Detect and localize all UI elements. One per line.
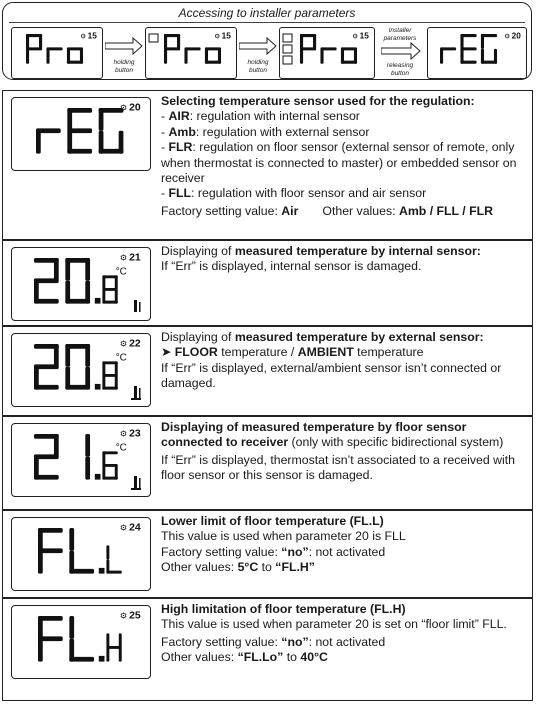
lcd-segment: [102, 464, 117, 467]
lcd-segment: [34, 457, 39, 480]
lcd-indicator-bar: [283, 34, 292, 42]
floor-rest: temperature /: [217, 345, 298, 360]
ambient-bold: AMBIENT: [297, 345, 354, 360]
lcd-param-24: [11, 517, 151, 591]
param-20-text: [161, 94, 528, 219]
lcd-digit: [164, 34, 180, 64]
lcd-digit: [36, 128, 61, 153]
lcd-segment: [481, 49, 484, 64]
param-22-text: [161, 330, 528, 392]
option-flr: [161, 140, 528, 186]
settings-hand-icon: ⚙: [119, 338, 128, 349]
err-note: If “Err” is displayed, external/ambient sensor isn’t connected or damaged.: [161, 360, 502, 391]
err-note: If “Err” is displayed, thermostat isn’t associated to a received with floor sensor or this sensor is damaged.: [161, 452, 516, 483]
lcd-segment: [85, 434, 90, 457]
lcd-param-23: [11, 423, 151, 497]
arrow3-label-line2: parameters: [383, 34, 417, 42]
lcd-segment: [67, 47, 83, 50]
bullet: -: [161, 124, 169, 139]
arrow-right-icon: [239, 37, 277, 55]
lcd-param-number: 22: [129, 338, 141, 350]
lcd-param-21: [11, 247, 151, 321]
lcd-segment: [54, 258, 59, 281]
floor-base-icon: [131, 488, 141, 490]
lcd-segment: [34, 367, 39, 390]
lcd-pro-segments: [12, 28, 104, 78]
factory-setting-line: [161, 545, 528, 560]
option-key: FLL: [168, 186, 192, 201]
lcd-digit: [440, 47, 456, 63]
lcd-param-25: [11, 605, 151, 679]
settings-hand-icon: ⚙: [119, 428, 128, 439]
floor-ambient-line: [161, 345, 528, 360]
lcd-segment: [102, 375, 105, 389]
other-value-min: “FL.Lo”: [237, 650, 284, 665]
param-24-title: Lower limit of floor temperature (FL.L): [161, 514, 384, 528]
lcd-segment: [440, 49, 443, 64]
lcd-digit: [106, 633, 121, 661]
lcd-digit: [34, 258, 59, 304]
lcd-segment: [26, 34, 29, 49]
thermometer-icon: [134, 476, 137, 488]
floor-bold: FLOOR: [174, 345, 218, 360]
lcd-segment: [46, 49, 49, 64]
lcd-segment: [85, 457, 90, 480]
factory-label: Factory setting value:: [161, 634, 282, 649]
option-air: [161, 109, 528, 124]
lcd-segment: [102, 374, 117, 377]
lcd-segment: [102, 288, 117, 291]
arrow3-label-line1: Installer: [388, 27, 412, 34]
lcd-segment: [102, 465, 105, 479]
lcd-segment: [38, 551, 43, 574]
lcd-reg-segments: [12, 98, 152, 170]
lcd-param-number: 20: [511, 31, 521, 41]
lcd-segment: [460, 47, 476, 50]
lcd-segment: [39, 34, 42, 49]
settings-hand-icon: ⚙: [352, 32, 359, 41]
header-title: Accessing to installer parameters: [178, 6, 356, 20]
lcd-param-number: 15: [221, 31, 231, 41]
option-key: FLR: [168, 140, 193, 155]
arrow2-label-line1: holding: [247, 59, 269, 66]
lcd-segment: [341, 47, 357, 50]
lcd-segment: [65, 258, 70, 281]
lcd-segment: [99, 131, 104, 154]
lcd-segment: [69, 551, 74, 574]
other-values-line: [161, 560, 528, 575]
lcd-segment: [102, 451, 105, 465]
option-desc: : regulation with floor sensor and air sensor: [191, 186, 427, 201]
lcd-segment: [65, 344, 70, 367]
lcd-digit: [102, 275, 117, 303]
option-fll: [161, 186, 528, 201]
lcd-segment: [67, 131, 72, 154]
lcd-segment: [481, 34, 484, 49]
arrow3-label-bottom: [375, 62, 425, 77]
lcd-indicator-bar: [149, 34, 158, 42]
celsius-unit-icon: °C: [115, 266, 127, 278]
usage-note: This value is used when parameter 20 is set on “floor limit” FLL.: [161, 617, 507, 632]
err-note: If “Err” is displayed, internal sensor is damaged.: [161, 259, 422, 274]
lcd-segment: [46, 47, 62, 50]
usage-note: This value is used when parameter 20 is FLL: [161, 529, 406, 544]
arrow-right-icon: [381, 42, 421, 60]
lcd-param-22: [11, 333, 151, 407]
lcd-digit: [34, 344, 59, 390]
other-values-label: Other values:: [161, 650, 238, 665]
celsius-unit-icon: °C: [115, 352, 127, 364]
lcd-segment: [69, 616, 74, 639]
title-plain: Displaying of: [161, 244, 235, 258]
settings-hand-icon: ⚙: [504, 32, 511, 41]
lcd-segment: [67, 49, 70, 64]
lcd-digit: [46, 47, 62, 63]
param-25-title: High limitation of floor temperature (FL.H): [161, 602, 406, 616]
lcd-pro-step2: [145, 27, 237, 79]
lcd-segment: [69, 528, 74, 551]
bullet: -: [161, 186, 169, 201]
lcd-segment: [460, 34, 463, 49]
title-plain: (only with specific bidirectional system): [288, 435, 504, 450]
param-22-title: [161, 330, 528, 345]
lcd-segment: [119, 647, 122, 661]
lcd-segment: [54, 344, 59, 367]
thermometer-tick: [139, 478, 141, 488]
option-amb: [161, 125, 528, 140]
lcd-digit: [38, 616, 63, 662]
lcd-segment: [106, 633, 109, 647]
param-24-row: [2, 510, 533, 598]
param-20-title: Selecting temperature sensor used for the regulation:: [161, 94, 475, 108]
arrow3-label-line4: button: [390, 69, 410, 77]
lcd-segment: [38, 528, 43, 551]
lcd-segment: [65, 281, 70, 304]
lcd-param-number: 23: [129, 428, 141, 440]
factory-label: Factory setting value:: [161, 544, 282, 559]
arrow2-label: [238, 59, 278, 74]
lcd-segment: [36, 131, 41, 154]
lcd-segment: [34, 454, 59, 459]
option-desc: : regulation with external sensor: [195, 124, 370, 139]
lcd-digit: [106, 545, 121, 573]
option-key: AIR: [168, 109, 190, 124]
lcd-segment: [313, 34, 316, 49]
factory-setting-line: [161, 635, 528, 650]
param-24-text: [161, 514, 528, 576]
installer-access-header: [2, 2, 532, 80]
lcd-segment: [38, 636, 63, 641]
lcd-segment: [67, 128, 92, 133]
lcd-segment: [65, 367, 70, 390]
lcd-segment: [205, 49, 208, 64]
lcd-segment: [106, 646, 121, 649]
settings-hand-icon: ⚙: [119, 610, 128, 621]
celsius-unit-icon: °C: [115, 442, 127, 454]
lcd-segment: [300, 34, 303, 49]
lcd-fll-segments: [12, 518, 152, 590]
lcd-digit: [69, 528, 94, 574]
other-value-max: “FL.H”: [275, 560, 315, 575]
other-value-max: 40°C: [300, 650, 328, 665]
lcd-segment: [184, 47, 200, 50]
lcd-segment: [177, 34, 180, 49]
lcd-param-20: [11, 97, 151, 171]
factory-value: “no”: [281, 544, 309, 559]
option-desc: : regulation with internal sensor: [189, 109, 360, 124]
bullet: -: [161, 140, 169, 155]
lcd-segment: [26, 49, 29, 64]
option-desc: : regulation on floor sensor (external sensor of remote, only when thermostat is connected to master) or embedded sensor on receiver: [161, 140, 517, 186]
title-bold: Displaying of measured temperature by floor sensor connected to receiver: [161, 420, 467, 450]
other-value-min: 5°C: [237, 560, 259, 575]
lcd-digit: [65, 344, 90, 390]
thermometer-icon: [134, 300, 137, 312]
lcd-segment: [69, 639, 74, 662]
lcd-param-number: 15: [359, 31, 369, 41]
lcd-param-number: 15: [87, 31, 97, 41]
arrow-bullet-icon: ➤: [161, 345, 172, 360]
param-20-row: [2, 90, 533, 240]
lcd-segment: [300, 49, 303, 64]
lcd-digit: [320, 47, 336, 63]
lcd-digit: [34, 434, 59, 480]
lcd-segment: [106, 647, 109, 661]
lcd-segment: [38, 548, 63, 553]
param-25-text: [161, 602, 528, 666]
lcd-digit: [67, 108, 92, 154]
lcd-segment: [320, 49, 323, 64]
other-values-label: Other values:: [322, 203, 399, 218]
lcd-segment: [102, 275, 105, 289]
param-23-text: [161, 420, 528, 484]
lcd-temperature-segments: [12, 334, 152, 406]
arrow1-label-line1: holding: [113, 59, 135, 66]
factory-rest: : not activated: [308, 634, 386, 649]
lcd-segment: [34, 364, 59, 369]
param-23-title: [161, 420, 528, 451]
lcd-segment: [54, 434, 59, 457]
other-values-line: [161, 650, 528, 665]
lcd-decimal-point: [95, 474, 101, 480]
param-21-text: [161, 244, 528, 275]
param-22-row: [2, 326, 533, 416]
title-plain: Displaying of: [161, 330, 235, 344]
lcd-segment: [106, 559, 109, 573]
lcd-digit: [184, 47, 200, 63]
lcd-pro-step3: [279, 27, 375, 79]
lcd-indicator-bar: [283, 45, 292, 53]
arrow1-label: [104, 59, 144, 74]
ambient-rest: temperature: [353, 345, 424, 360]
settings-hand-icon: ⚙: [214, 32, 221, 41]
lcd-digit: [67, 47, 83, 63]
other-mid: to: [258, 560, 276, 575]
factory-rest: : not activated: [308, 544, 386, 559]
lcd-segment: [99, 108, 104, 131]
lcd-decimal-point: [99, 656, 105, 662]
floor-base-icon: [131, 398, 141, 400]
arrow-right-icon: [105, 37, 143, 55]
lcd-segment: [440, 47, 456, 50]
lcd-pro-segments: [146, 28, 238, 78]
lcd-param-number: 24: [129, 522, 141, 534]
lcd-segment: [320, 47, 336, 50]
lcd-digit: [85, 434, 90, 480]
settings-hand-icon: ⚙: [80, 32, 87, 41]
lcd-digit: [65, 258, 90, 304]
lcd-segment: [36, 128, 61, 133]
lcd-digit: [300, 34, 316, 64]
lcd-temperature-segments: [12, 248, 152, 320]
factory-setting-line: [161, 204, 528, 219]
lcd-segment: [102, 361, 105, 375]
lcd-digit: [38, 528, 63, 574]
lcd-segment: [85, 258, 90, 281]
thermometer-tick: [139, 302, 141, 312]
lcd-indicator-bar: [283, 56, 292, 64]
lcd-digit: [102, 451, 117, 479]
lcd-segment: [38, 616, 43, 639]
lcd-param-number: 25: [129, 610, 141, 622]
lcd-segment: [164, 34, 167, 49]
arrow2-label-line2: button: [248, 66, 268, 74]
arrow1-label-line2: button: [114, 66, 134, 74]
param-21-row: [2, 240, 533, 326]
lcd-param-number: 20: [129, 102, 141, 114]
title-bold: measured temperature by internal sensor:: [234, 244, 481, 258]
lcd-segment: [164, 47, 180, 50]
bullet: -: [161, 109, 169, 124]
lcd-decimal-point: [99, 568, 105, 574]
lcd-flh-segments: [12, 606, 152, 678]
lcd-segment: [67, 108, 72, 131]
lcd-segment: [26, 47, 42, 50]
factory-label: Factory setting value:: [161, 203, 282, 218]
lcd-segment: [119, 633, 122, 647]
param-25-row: [2, 598, 533, 701]
settings-hand-icon: ⚙: [119, 252, 128, 263]
lcd-segment: [34, 278, 59, 283]
title-bold: measured temperature by external sensor:: [234, 330, 484, 344]
lcd-digit: [26, 34, 42, 64]
lcd-segment: [102, 289, 105, 303]
lcd-pro-segments: [280, 28, 376, 78]
settings-hand-icon: ⚙: [119, 522, 128, 533]
thermometer-tick: [139, 388, 141, 398]
header-divider: [9, 22, 525, 23]
lcd-reg-segments: [428, 28, 528, 78]
thermometer-icon: [134, 386, 137, 398]
lcd-segment: [85, 344, 90, 367]
lcd-segment: [164, 49, 167, 64]
lcd-digit: [205, 47, 221, 63]
option-key: Amb: [168, 124, 196, 139]
lcd-decimal-point: [95, 384, 101, 390]
lcd-pro-step1: [11, 27, 103, 79]
lcd-digit: [69, 616, 94, 662]
other-values: Amb / FLL / FLR: [398, 203, 493, 218]
lcd-decimal-point: [95, 298, 101, 304]
lcd-segment: [460, 49, 463, 64]
lcd-segment: [38, 639, 43, 662]
lcd-segment: [341, 49, 344, 64]
arrow3-label-line3: releasing: [386, 62, 414, 69]
settings-hand-icon: ⚙: [119, 102, 128, 113]
lcd-reg-result: [427, 27, 527, 79]
lcd-param-number: 21: [129, 252, 141, 264]
lcd-segment: [300, 47, 316, 50]
lcd-segment: [106, 545, 109, 559]
other-values-label: Other values:: [161, 560, 238, 575]
lcd-segment: [205, 47, 221, 50]
lcd-segment: [184, 49, 187, 64]
lcd-digit: [481, 34, 497, 64]
param-23-row: [2, 416, 533, 510]
lcd-digit: [102, 361, 117, 389]
other-mid: to: [283, 650, 301, 665]
lcd-segment: [34, 281, 39, 304]
lcd-digit: [341, 47, 357, 63]
lcd-digit: [99, 108, 124, 154]
factory-value: Air: [281, 203, 299, 218]
factory-value: “no”: [281, 634, 309, 649]
arrow3-label-top: [375, 27, 425, 42]
param-21-title: [161, 244, 528, 259]
lcd-temperature-segments: [12, 424, 152, 496]
lcd-digit: [460, 34, 476, 64]
